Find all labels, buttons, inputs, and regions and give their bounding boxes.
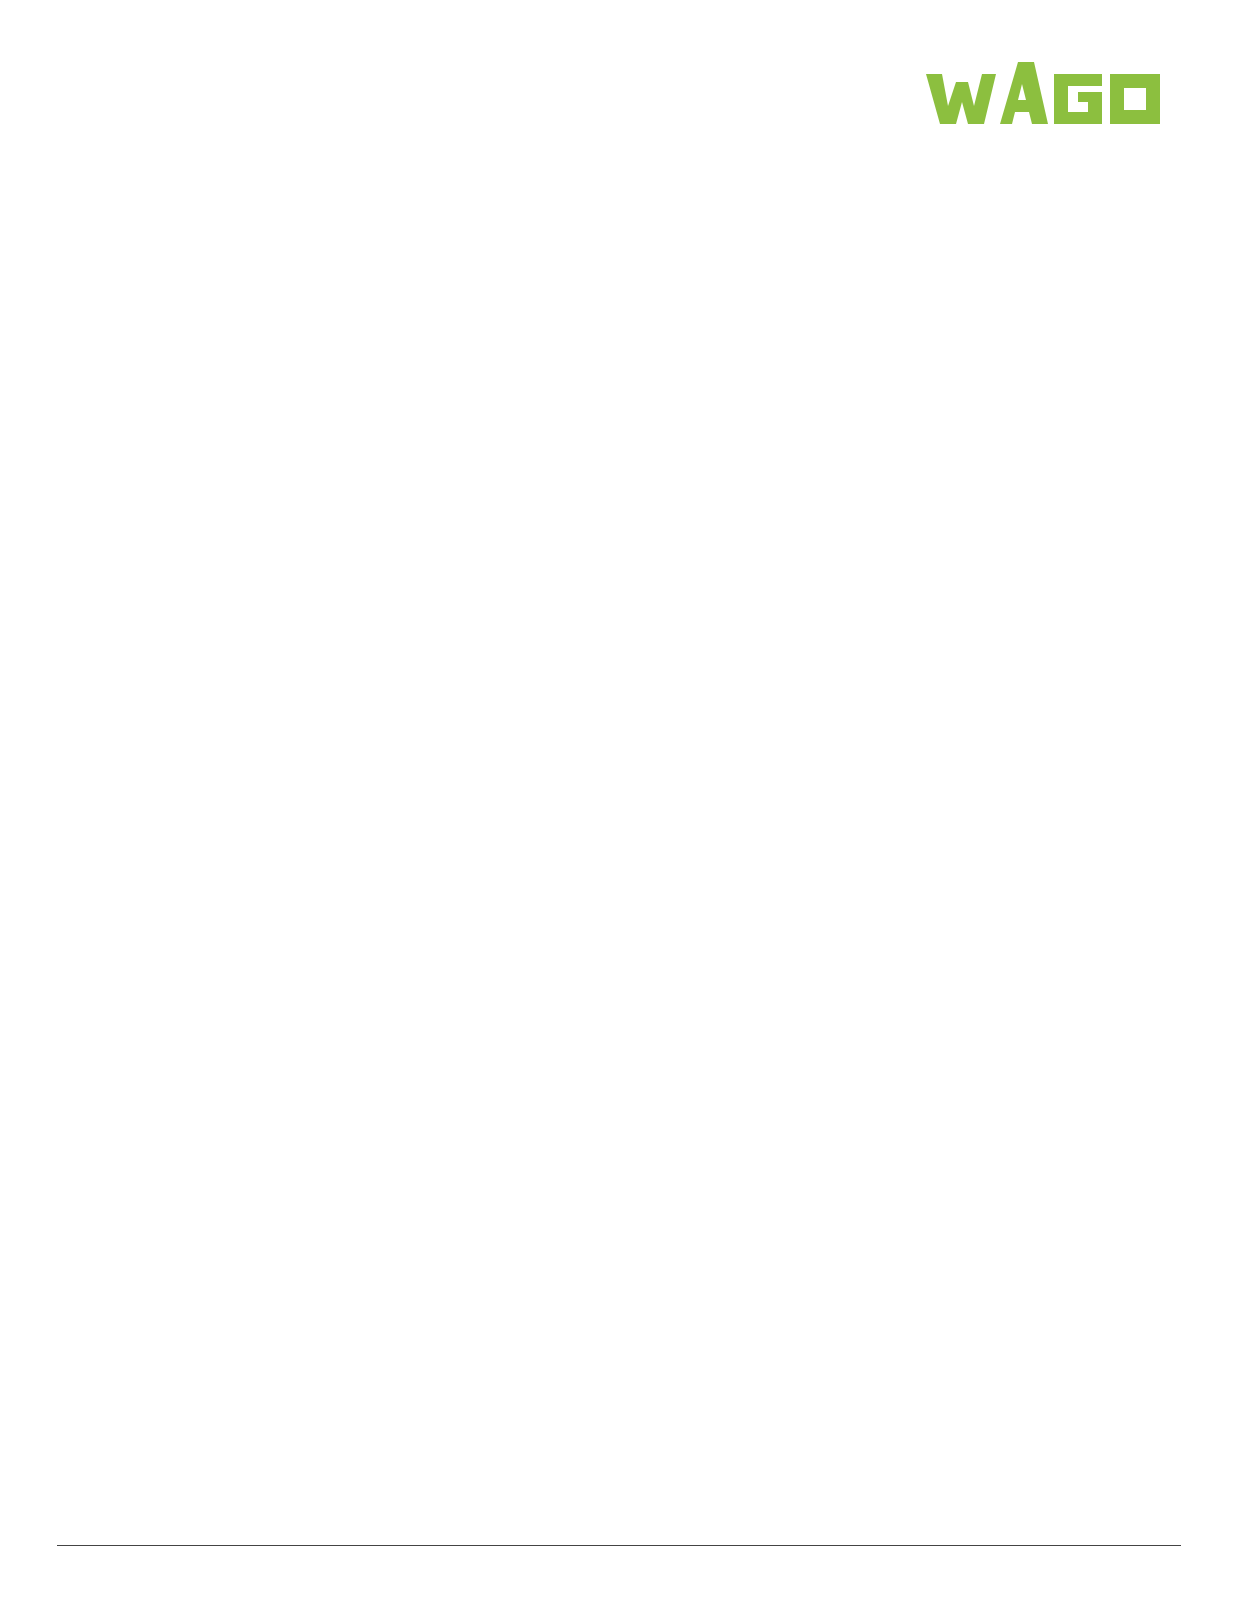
footer-divider bbox=[57, 1545, 1181, 1546]
page-footer bbox=[1166, 1555, 1182, 1573]
wago-logo bbox=[926, 58, 1184, 142]
document-header bbox=[57, 72, 185, 90]
